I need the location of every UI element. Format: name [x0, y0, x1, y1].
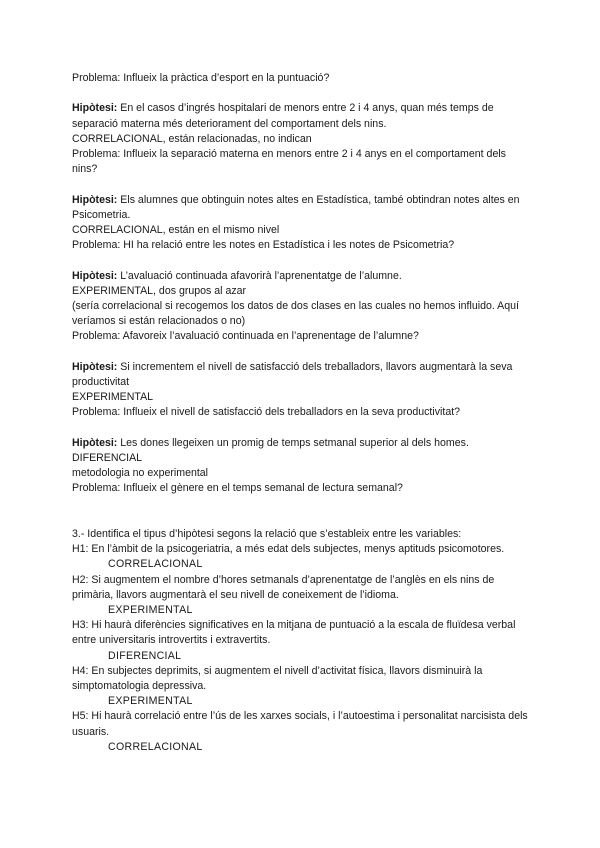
hypothesis-text: Les dones llegeixen un promig de temps setmanal superior al dels homes.: [117, 436, 469, 449]
problem-3: Problema: Afavoreix l’avaluació continuada en l’aprenentage de l’alumne?: [72, 330, 419, 343]
hypothesis-label: Hipòtesi:: [72, 360, 118, 373]
hypothesis-2: [72, 193, 534, 223]
hypothesis-type: EXPERIMENTAL: [72, 391, 154, 404]
exercise-item-h3: H3: Hi haurà diferències significatives en la mitjana de puntuació a la escala de fluïdesa verbal entre universitaris introvertits i extravertits.: [72, 619, 516, 647]
hypothesis-label: Hipòtesi:: [72, 269, 118, 282]
hypothesis-3: [72, 269, 534, 284]
problem-1: Problema: Influeix la separació materna en menors entre 2 i 4 anys en el comportament dels nins?: [72, 148, 506, 176]
problem-4: Problema: Influeix el nivell de satisfacció dels treballadors en la seva productivitat?: [72, 406, 461, 419]
problem-5: Problema: Influeix el gènere en el temps semanal de lectura semanal?: [72, 482, 403, 495]
exercise-item-h1: H1: En l’àmbit de la psicogeriatria, a més edat dels subjectes, menys aptituds psicomotores.: [72, 543, 505, 556]
hypothesis-4: [72, 360, 534, 390]
hypothesis-text: En el casos d’ingrés hospitalari de menors entre 2 i 4 anys, quan més temps de separació materna més deteriorament del comportament dels nins.: [72, 102, 494, 130]
hypothesis-label: Hipòtesi:: [72, 193, 118, 206]
exercise-answer-h3: DIFERENCIAL: [108, 649, 182, 662]
hypothesis-text: Els alumnes que obtinguin notes altes en Estadística, també obtindran notes altes en Psicometria.: [72, 193, 520, 221]
exercise-answer-h2: EXPERIMENTAL: [108, 604, 193, 617]
hypothesis-type: EXPERIMENTAL, dos grupos al azar: [72, 284, 247, 297]
problem-2: Problema: HI ha relació entre les notes en Estadística i les notes de Psicometria?: [72, 239, 455, 252]
hypothesis-type: DIFERENCIAL: [72, 452, 143, 464]
hypothesis-text: L’avaluació continuada afavorirà l’aprenentatge de l’alumne.: [117, 269, 402, 282]
exercise-answer-h5: CORRELACIONAL: [108, 740, 203, 753]
hypothesis-type: CORRELACIONAL, están en el mismo nivel: [72, 224, 280, 236]
exercise-answer-h1: CORRELACIONAL: [108, 558, 203, 571]
hypothesis-note: (sería correlacional si recogemos los datos de dos clases en las cuales no hemos influido. Aquí veríamos si están relacionados o no): [72, 300, 519, 328]
hypothesis-5: [72, 436, 534, 451]
document-body: [72, 71, 534, 755]
problem-0: Problema: Influeix la pràctica d’esport en la puntuació?: [72, 72, 330, 84]
hypothesis-label: Hipòtesi:: [72, 436, 118, 449]
exercise-item-h5: H5: Hi haurà correlació entre l’ús de les xarxes socials, i l’autoestima i personalitat narcisista dels usuaris.: [72, 710, 528, 738]
hypothesis-type: CORRELACIONAL, están relacionadas, no indican: [72, 132, 312, 145]
exercise-item-h2: H2: Si augmentem el nombre d’hores setmanals d’aprenentatge de l’anglès en els nins de primària, llavors augmentarà el seu nivell de coneixement de l’idioma.: [72, 573, 495, 601]
exercise-item-h4: H4: En subjectes deprimits, si augmentem el nivell d’activitat física, llavors disminuirà la simptomatologia depressiva.: [72, 664, 483, 693]
hypothesis-text: Si incrementem el nivell de satisfacció dels treballadors, llavors augmentarà la seva productivitat: [72, 360, 513, 388]
exercise-title: 3.- Identifica el tipus d’hipòtesi segons la relació que s’estableix entre les variables:: [72, 528, 462, 540]
hypothesis-label: Hipòtesi:: [72, 102, 118, 115]
hypothesis-note: metodologia no experimental: [72, 467, 209, 480]
exercise-answer-h4: EXPERIMENTAL: [108, 695, 193, 708]
hypothesis-1: [72, 101, 534, 131]
